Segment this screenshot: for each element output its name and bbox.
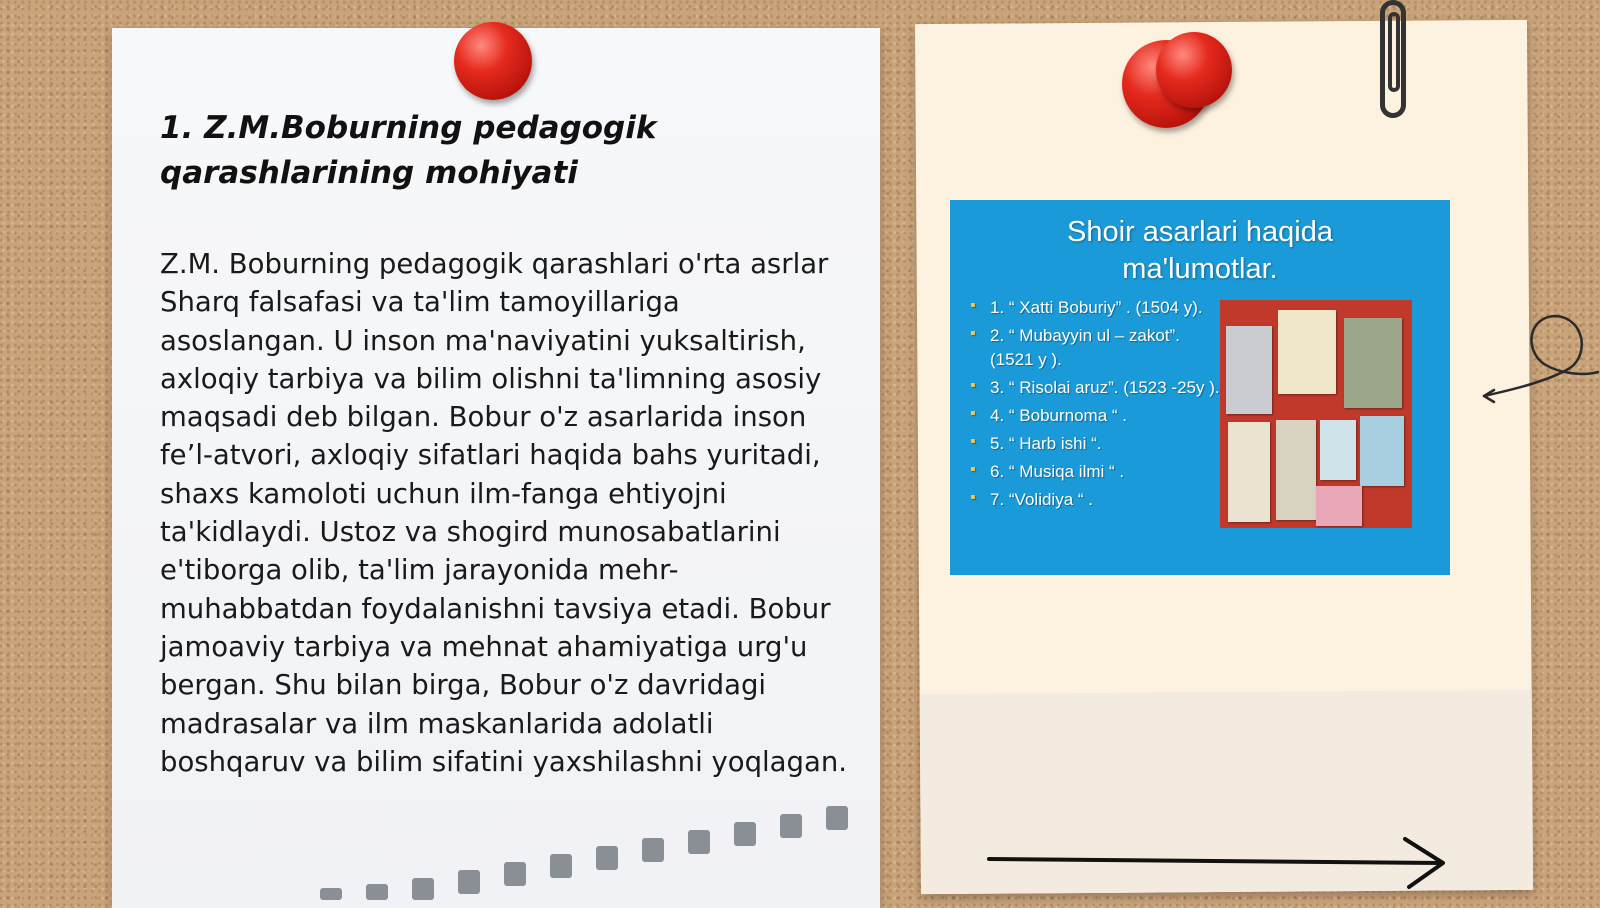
book-cover	[1228, 422, 1270, 522]
list-item: ▪ 3. “ Risolai aruz”. (1523 -25y ).	[970, 376, 1220, 400]
book-cover	[1360, 416, 1404, 486]
torn-tab	[550, 854, 572, 878]
page-title: 1. Z.M.Boburning pedagogik qarashlarining mohiyati	[160, 110, 657, 191]
book-cover	[1276, 420, 1316, 520]
torn-tab	[596, 846, 618, 870]
torn-tab	[412, 878, 434, 900]
torn-tab	[826, 806, 848, 830]
book-cover	[1320, 420, 1356, 480]
paper-clip-inner-loop	[1388, 12, 1400, 92]
torn-tab	[320, 888, 342, 900]
books-photo	[1220, 300, 1412, 528]
torn-tab	[458, 870, 480, 894]
list-item: ▪ 1. “ Xatti Boburiy” . (1504 y).	[970, 296, 1220, 320]
book-cover	[1316, 486, 1362, 526]
list-item: ▪ 6. “ Musiqa ilmi “ .	[970, 460, 1220, 484]
book-cover	[1344, 318, 1402, 408]
book-cover	[1226, 326, 1272, 414]
body-paragraph: Z.M. Boburning pedagogik qarashlari o'rta asrlar Sharq falsafasi va ta'lim tamoyillariga asoslangan. U inson ma'naviyatini yuksaltirish, axloqiy tarbiya va bilim olishni ta'limning asosiy maqsadi deb bilgan. Bobur o'z asarlarida inson fe’l-atvori, axloqiy sifatlari haqida bahs yuritadi, shaxs kamoloti uchun ilm-fanga ehtiyojni ta'kidlaydi. Ustoz va shogird munosabatlarini e'tiborga olib, ta'lim jarayonida mehr-muhabbatdan foydalanishni tavsiya etadi. Bobur jamoaviy tarbiya va mehnat ahamiyatiga urg'u bergan. Shu bilan birga, Bobur o'z davridagi madrasalar va ilm maskanlarida adolatli boshqaruv va bilim sifatini yaxshilashni yoqlagan.	[160, 248, 847, 778]
doodle-loop-arrow	[1480, 310, 1600, 410]
arrow-right-icon	[985, 835, 1455, 891]
red-pushpin-icon	[454, 22, 532, 100]
torn-tab	[366, 884, 388, 900]
slide-title: Shoir asarlari haqida ma'lumotlar.	[1067, 216, 1333, 285]
torn-tab	[734, 822, 756, 846]
slide-image	[950, 200, 1450, 575]
list-item: ▪ 2. “ Mubayyin ul – zakot”. (1521 y ).	[970, 324, 1220, 372]
paper-torn-tabs	[310, 800, 880, 900]
torn-tab	[504, 862, 526, 886]
list-item: ▪ 4. “ Boburnoma “ .	[970, 404, 1220, 428]
torn-tab	[780, 814, 802, 838]
list-item: ▪ 7. “Volidiya “ .	[970, 488, 1220, 512]
red-pushpin-icon	[1156, 32, 1232, 108]
book-cover	[1278, 310, 1336, 394]
slide-works-list	[970, 296, 1220, 516]
list-item: ▪ 5. “ Harb ishi “.	[970, 432, 1220, 456]
torn-tab	[688, 830, 710, 854]
torn-tab	[642, 838, 664, 862]
